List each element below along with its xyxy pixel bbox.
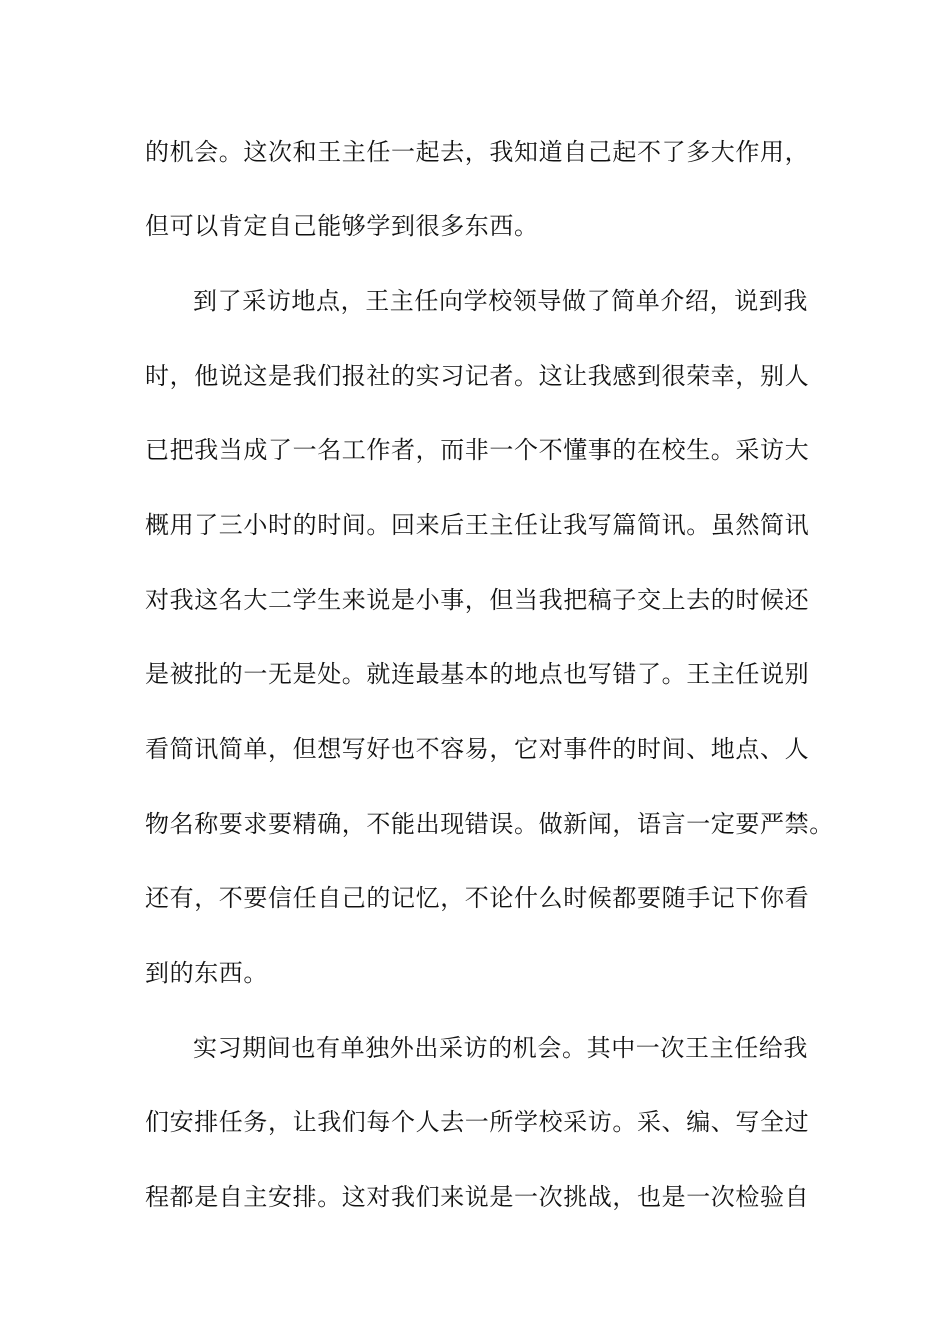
text-line-15: 程都是自主安排。这对我们来说是一次挑战，也是一次检验自 — [145, 1183, 810, 1211]
text-line-4: 时，他说这是我们报社的实习记者。这让我感到很荣幸，别人 — [145, 362, 810, 390]
text-line-11: 还有，不要信任自己的记忆，不论什么时候都要随手记下你看 — [145, 884, 810, 912]
text-line-2: 但可以肯定自己能够学到很多东西。 — [145, 212, 539, 240]
text-line-6: 概用了三小时的时间。回来后王主任让我写篇简讯。虽然简讯 — [145, 511, 810, 539]
text-line-5: 已把我当成了一名工作者，而非一个不懂事的在校生。采访大 — [145, 436, 810, 464]
text-line-14: 们安排任务，让我们每个人去一所学校采访。采、编、写全过 — [145, 1108, 810, 1136]
text-line-10: 物名称要求要精确，不能出现错误。做新闻，语言一定要严禁。 — [145, 810, 834, 838]
text-line-8: 是被批的一无是处。就连最基本的地点也写错了。王主任说别 — [145, 660, 810, 688]
text-line-3: 到了采访地点，王主任向学校领导做了简单介绍，说到我 — [193, 287, 808, 315]
text-line-7: 对我这名大二学生来说是小事，但当我把稿子交上去的时候还 — [145, 586, 810, 614]
text-line-9: 看简讯简单，但想写好也不容易，它对事件的时间、地点、人 — [145, 735, 810, 763]
text-line-12: 到的东西。 — [145, 959, 268, 987]
text-line-13: 实习期间也有单独外出采访的机会。其中一次王主任给我 — [193, 1034, 808, 1062]
text-line-1: 的机会。这次和王主任一起去，我知道自己起不了多大作用， — [145, 138, 810, 166]
